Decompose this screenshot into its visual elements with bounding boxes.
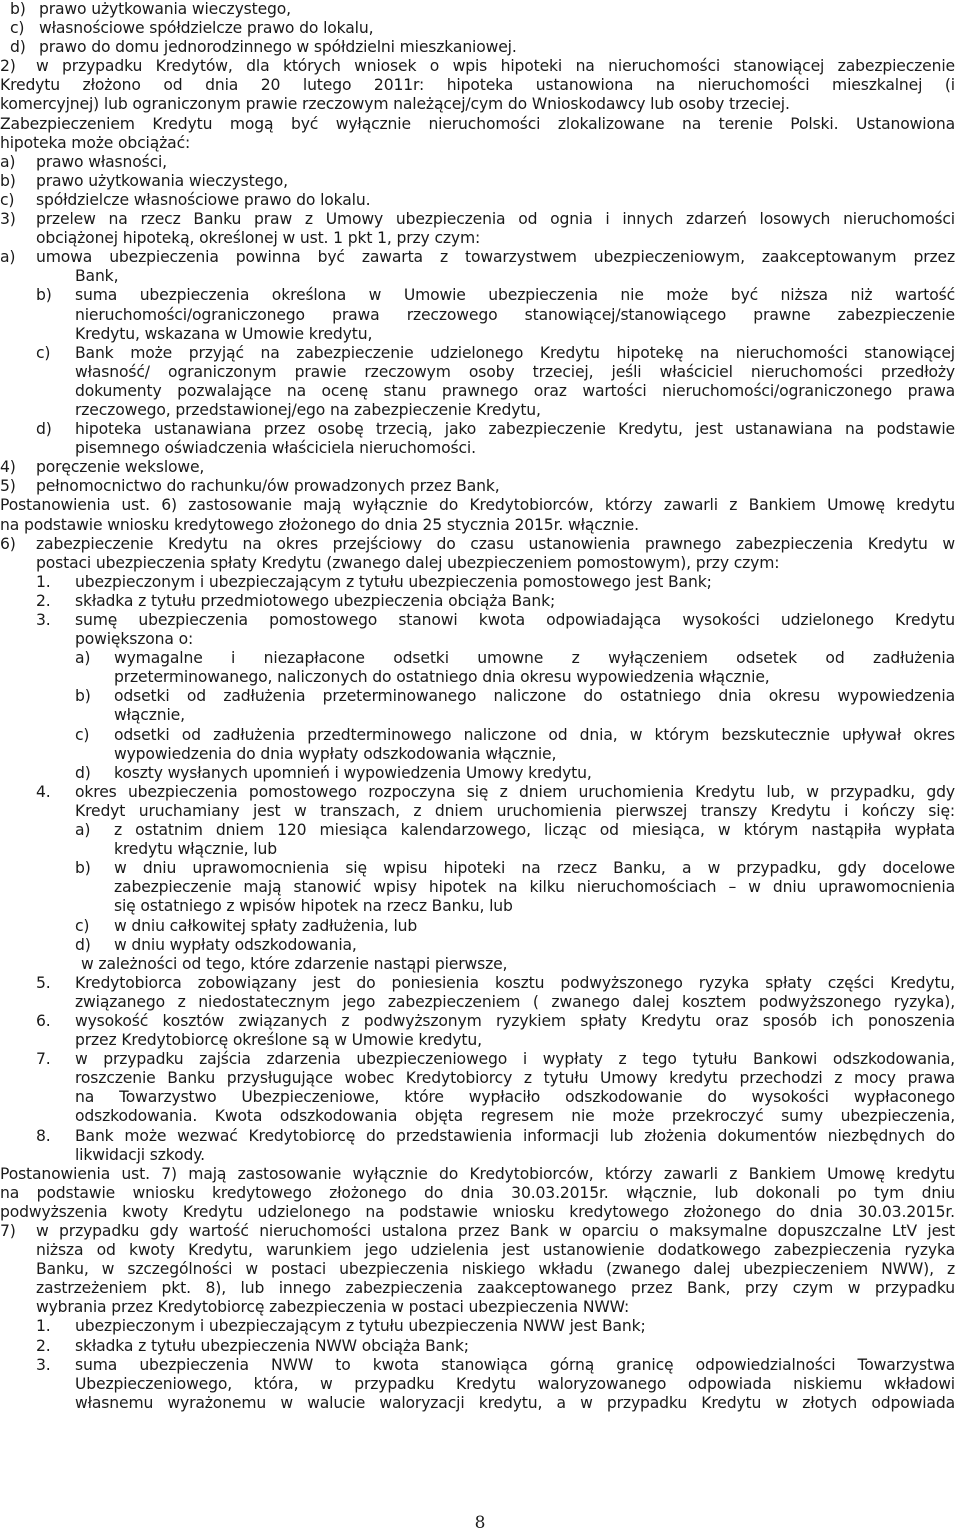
text-line [0, 573, 960, 592]
list-marker: d) [10, 38, 26, 57]
text-line [0, 57, 960, 76]
text-line [0, 1241, 960, 1260]
text-content: się ostatniego z wpisów hipotek na rzecz Banku, lub [114, 897, 513, 916]
text-line [0, 496, 960, 515]
text-line [0, 153, 960, 172]
text-content: wymagalne i niezapłacone odsetki umowne z wyłączeniem odsetek od zadłużenia [114, 649, 955, 668]
text-line [0, 687, 960, 706]
list-marker: d) [75, 935, 91, 954]
text-line [0, 802, 960, 821]
text-line [0, 19, 960, 38]
text-content: zastrzeżeniem pkt. 8), lub innego zabezpieczenia zaakceptowanego przez Bank, przy czym w przypadku [36, 1279, 955, 1298]
text-line [0, 630, 960, 649]
text-line [0, 859, 960, 878]
text-line [0, 726, 960, 745]
text-line [0, 936, 960, 955]
text-content: prawo do domu jednorodzinnego w spółdzielni mieszkaniowej. [39, 38, 517, 57]
text-line [0, 1356, 960, 1375]
text-line [0, 248, 960, 267]
text-line [0, 821, 960, 840]
text-line [0, 611, 960, 630]
text-line [0, 1165, 960, 1184]
text-line [0, 1317, 960, 1336]
text-line [0, 974, 960, 993]
text-content: obciążonej hipoteką, określonej w ust. 1 pkt 1, przy czym: [36, 229, 481, 248]
text-content: niższa od kwoty Kredytu, warunkiem jego udzielenia jest ustanowienie dodatkowego zabezpieczenia ryzyka [36, 1241, 955, 1260]
text-content: na podstawie wniosku kredytowego złożonego do dnia 25 stycznia 2015r. włącznie. [0, 515, 639, 534]
list-marker: c) [75, 916, 90, 935]
text-line [0, 286, 960, 305]
text-content: przez Kredytobiorcę określone są w Umowie kredytu, [75, 1031, 482, 1050]
text-content: okres ubezpieczenia pomostowego rozpoczyna się z dniem uruchomienia Kredytu lub, w przypadku, gdy [75, 782, 955, 801]
text-content: własnościowe spółdzielcze prawo do lokalu, [39, 19, 374, 38]
text-line [0, 191, 960, 210]
list-marker: 4) [0, 458, 16, 477]
text-content: powiększona o: [75, 630, 194, 649]
text-content: prawo własności, [36, 152, 167, 171]
text-line [0, 439, 960, 458]
text-content: suma ubezpieczenia NWW to kwota stanowiąca górną granicę odpowiedzialności Towarzystwa [75, 1355, 955, 1374]
text-line [0, 554, 960, 573]
text-content: komercyjnej) lub ograniczonym prawie rzeczowym należącej/cym do Wnioskodawcy lub osoby trzeciej. [0, 95, 790, 114]
text-line [0, 1337, 960, 1356]
text-line [0, 401, 960, 420]
text-line [0, 706, 960, 725]
text-line [0, 1222, 960, 1241]
text-line [0, 592, 960, 611]
text-line [0, 1260, 960, 1279]
list-marker: 2. [36, 591, 51, 610]
text-content: Bank może przyjąć na zabezpieczenie udzielonego Kredytu hipotekę na nieruchomości stanowiącej [75, 343, 955, 362]
list-marker: 2. [36, 1336, 51, 1355]
text-content: ubezpieczonym i ubezpieczającym z tytułu ubezpieczenia pomostowego jest Bank; [75, 572, 712, 591]
text-line [0, 1146, 960, 1165]
text-content: w przypadku gdy wartość nieruchomości ustalona przez Bank w oparciu o maksymalne dopuszczalne LtV jest [36, 1222, 955, 1240]
text-line [0, 1203, 960, 1222]
list-marker: 1. [36, 1317, 51, 1336]
text-content: postaci ubezpieczenia spłaty Kredytu (zwanego dalej ubezpieczeniem pomostowym), przy czym: [36, 553, 780, 572]
list-marker: 3) [0, 210, 16, 229]
list-marker: 5) [0, 477, 16, 496]
text-content: z ostatnim dniem 120 miesiąca kalendarzowego, licząc od miesiąca, w którym nastąpiła wypłata [114, 821, 955, 840]
text-content: składka z tytułu ubezpieczenia NWW obciąża Bank; [75, 1336, 469, 1355]
text-content: przeterminowanego, naliczonych do ostatniego dnia okresu wypowiedzenia włącznie, [114, 668, 770, 687]
text-line [0, 344, 960, 363]
list-marker: 6. [36, 1011, 51, 1030]
text-content: wysokość kosztów związanych z podwyższonym ryzykiem spłaty Kredytu oraz sposób ich ponoszenia [75, 1011, 955, 1030]
list-marker: 7. [36, 1050, 51, 1069]
text-content: pisemnego oświadczenia właściciela nieruchomości. [75, 439, 476, 458]
text-content: wypowiedzenia do dnia wypłaty odszkodowania włącznie, [114, 744, 557, 763]
text-content: zabezpieczenie Kredytu na okres przejściowy do czasu ustanowienia prawnego zabezpieczenia Kredytu w [36, 534, 955, 553]
list-marker: 3. [36, 611, 51, 629]
text-content: na podstawie wniosku kredytowego złożonego do dnia 30.03.2015r. włącznie, lub dokonali po tym dniu [0, 1183, 955, 1202]
text-line [0, 382, 960, 401]
list-marker: a) [75, 649, 91, 668]
text-content: na Towarzystwo Ubezpieczeniowe, które wypłaciło odszkodowanie do wysokości wypłaconego [75, 1088, 955, 1107]
text-content: Kredytu złożono od dnia 20 lutego 2011r: hipoteka ustanowiona na nieruchomości mieszkalnej (i [0, 76, 955, 95]
text-line [0, 1012, 960, 1031]
text-line [0, 0, 960, 19]
list-marker: c) [10, 19, 25, 38]
text-line [0, 535, 960, 554]
text-line [0, 95, 960, 114]
list-marker: 1. [36, 572, 51, 591]
list-marker: b) [36, 286, 52, 305]
text-content: Ubezpieczeniowego, która, w przypadku Kredytu waloryzowanego odpowiada niskiemu wkładowi [75, 1374, 955, 1393]
text-content: suma ubezpieczenia określona w Umowie ubezpieczenia nie może być niższa niż wartość [75, 286, 955, 305]
text-content: Zabezpieczeniem Kredytu mogą być wyłącznie nieruchomości zlokalizowane na terenie Polski. Ustanowiona [0, 114, 955, 133]
text-line [0, 516, 960, 535]
text-content: Bank może wezwać Kredytobiorcę do przedstawienia informacji lub złożenia dokumentów niezbędnych do [75, 1126, 955, 1145]
text-line [0, 1069, 960, 1088]
list-marker: a) [0, 248, 16, 267]
text-content: podwyższenia kwoty Kredytu udzielonego na podstawie wniosku kredytowego złożonego do dnia 30.03.2015r. [0, 1202, 955, 1221]
text-content: sumę ubezpieczenia pomostowego stanowi kwota odpowiadająca wysokości udzielonego Kredytu [75, 611, 955, 629]
list-marker: 6) [0, 534, 16, 553]
text-content: pełnomocnictwo do rachunku/ów prowadzonych przez Bank, [36, 477, 500, 496]
text-line [0, 420, 960, 439]
text-content: koszty wysłanych upomnień i wypowiedzenia Umowy kredytu, [114, 763, 592, 782]
text-content: związanego z niedostatecznym jego zabezpieczeniem ( zwanego dalej kosztem podwyższonego ryzyka), [75, 992, 955, 1011]
text-line [0, 134, 960, 153]
text-content: odszkodowania. Kwota odszkodowania objęta regresem nie może przekroczyć sumy ubezpieczenia, [75, 1107, 955, 1126]
text-content: Banku, w szczególności w postaci ubezpieczenia niskiego wkładu (zwanego dalej ubezpieczeniem NWW), z [36, 1260, 955, 1279]
text-line [0, 1279, 960, 1298]
list-marker: 3. [36, 1355, 51, 1374]
text-content: zabezpieczenie mają stanowić wpisy hipotek na kilku nieruchomościach – w dniu uprawomocnienia [114, 878, 955, 897]
text-content: prawo użytkowania wieczystego, [36, 171, 288, 190]
text-content: Bank, [75, 267, 119, 286]
text-line [0, 668, 960, 687]
list-marker: b) [10, 0, 26, 18]
text-line [0, 306, 960, 325]
text-line [0, 458, 960, 477]
text-line [0, 993, 960, 1012]
text-content: odsetki od zadłużenia przedterminowego naliczone od dnia, w którym bezskutecznie upływał okres [114, 725, 955, 744]
text-content: dokumenty pozwalające na ocenę stanu prawnego oraz wartości nieruchomości/ograniczonego prawa [75, 381, 955, 400]
text-content: nieruchomości/ograniczonego prawa rzeczowego stanowiącej/stanowiącego prawne zabezpieczenie [75, 305, 955, 324]
text-line [0, 1298, 960, 1317]
list-marker: 5. [36, 973, 51, 992]
text-line [0, 917, 960, 936]
list-marker: a) [75, 821, 91, 840]
text-content: kredytu włącznie, lub [114, 840, 277, 859]
text-line [0, 878, 960, 897]
text-line [0, 38, 960, 57]
text-line [0, 897, 960, 916]
text-content: Postanowienia ust. 7) mają zastosowanie wyłącznie do Kredytobiorców, którzy zawarli z Bankiem Umowę kredytu [0, 1164, 955, 1183]
text-line [0, 210, 960, 229]
text-content: w przypadku zajścia zdarzenia ubezpieczeniowego i wypłaty z tego tytułu Bankowi odszkodowania, [75, 1050, 955, 1069]
text-content: ubezpieczonym i ubezpieczającym z tytułu ubezpieczenia NWW jest Bank; [75, 1317, 646, 1336]
text-content: odsetki od zadłużenia przeterminowanego naliczone do ostatniego dnia okresu wypowiedzenia [114, 687, 955, 706]
text-line [0, 229, 960, 248]
text-line [0, 764, 960, 783]
text-content: roszczenie Banku przysługujące wobec Kredytobiorcy z tytułu Umowy kredytu przechodzi z mocy prawa [75, 1069, 955, 1088]
text-content: Kredytobiorca zobowiązany jest do poniesienia kosztu podwyższonego ryzyka spłaty części Kredytu, [75, 973, 955, 992]
text-line [0, 1088, 960, 1107]
text-content: Kredyt uruchamiany jest w transzach, z dniem uruchomienia pierwszej transzy Kredytu i kończy się: [75, 801, 955, 820]
list-marker: 8. [36, 1126, 51, 1145]
text-line [0, 1127, 960, 1146]
list-marker: c) [0, 190, 15, 209]
list-marker: b) [75, 859, 91, 878]
text-content: przelew na rzecz Banku praw z Umowy ubezpieczenia od ognia i innych zdarzeń losowych nieruchomości [36, 210, 955, 229]
text-line [0, 1107, 960, 1126]
text-content: umowa ubezpieczenia powinna być zawarta z towarzystwem ubezpieczeniowym, zaakceptowanym przez [36, 248, 955, 267]
text-line [0, 172, 960, 191]
text-content: włącznie, [114, 706, 185, 725]
text-content: w dniu wypłaty odszkodowania, [114, 935, 357, 954]
text-line [0, 1031, 960, 1050]
text-content: poręczenie wekslowe, [36, 458, 205, 477]
text-content: hipoteka może obciążać: [0, 133, 191, 152]
list-marker: d) [75, 763, 91, 782]
list-marker: 4. [36, 782, 51, 801]
text-content: wybrania przez Kredytobiorcę zabezpieczenia w postaci ubezpieczenia NWW: [36, 1298, 630, 1317]
text-line [0, 363, 960, 382]
list-marker: c) [75, 725, 90, 744]
text-content: w dniu uprawomocnienia się wpisu hipoteki na rzecz Banku, a w przypadku, gdy docelowe [114, 859, 955, 878]
text-content: likwidacji szkody. [75, 1145, 205, 1164]
text-content: Postanowienia ust. 6) zastosowanie mają wyłącznie do Kredytobiorców, którzy zawarli z Bankiem Umowę kredytu [0, 496, 955, 515]
text-line [0, 477, 960, 496]
list-marker: c) [36, 343, 51, 362]
text-content: własnemu wyrażonemu w walucie waloryzacji kredytu, a w przypadku Kredytu w złotych odpowiada [75, 1393, 955, 1412]
text-content: własność/ ograniczonym prawie rzeczowym osoby trzeciej, jeśli właściciel nieruchomości przedłoży [75, 362, 955, 381]
text-content: w zależności od tego, które zdarzenie nastąpi pierwsze, [81, 954, 508, 973]
text-line [0, 1050, 960, 1069]
list-marker: d) [36, 420, 52, 439]
list-marker: 7) [0, 1222, 16, 1240]
text-content: hipoteka ustanawiana przez osobę trzecią, jako zabezpieczenie Kredytu, jest ustanawiana na podstawie [75, 420, 955, 439]
text-content: Kredytu, wskazana w Umowie kredytu, [75, 324, 373, 343]
text-line [0, 325, 960, 344]
list-marker: a) [0, 152, 16, 171]
text-content: prawo użytkowania wieczystego, [39, 0, 291, 18]
text-line [0, 267, 960, 286]
text-line [0, 1375, 960, 1394]
page-number: 8 [474, 1513, 486, 1533]
list-marker: b) [75, 687, 91, 706]
text-line [0, 1184, 960, 1203]
text-line [0, 955, 960, 974]
text-line [0, 115, 960, 134]
text-content: spółdzielcze własnościowe prawo do lokalu. [36, 190, 371, 209]
text-line [0, 783, 960, 802]
text-line [0, 76, 960, 95]
list-marker: b) [0, 171, 16, 190]
text-line [0, 745, 960, 764]
text-line [0, 649, 960, 668]
text-content: składka z tytułu przedmiotowego ubezpieczenia obciąża Bank; [75, 591, 556, 610]
text-line [0, 840, 960, 859]
text-content: w dniu całkowitej spłaty zadłużenia, lub [114, 916, 418, 935]
text-content: w przypadku Kredytów, dla których wniosek o wpis hipoteki na nieruchomości stanowiącej zabezpieczenie [36, 57, 955, 76]
list-marker: 2) [0, 57, 16, 76]
text-line [0, 1394, 960, 1413]
text-content: rzeczowego, przedstawionej/ego na zabezpieczenie Kredytu, [75, 400, 541, 419]
